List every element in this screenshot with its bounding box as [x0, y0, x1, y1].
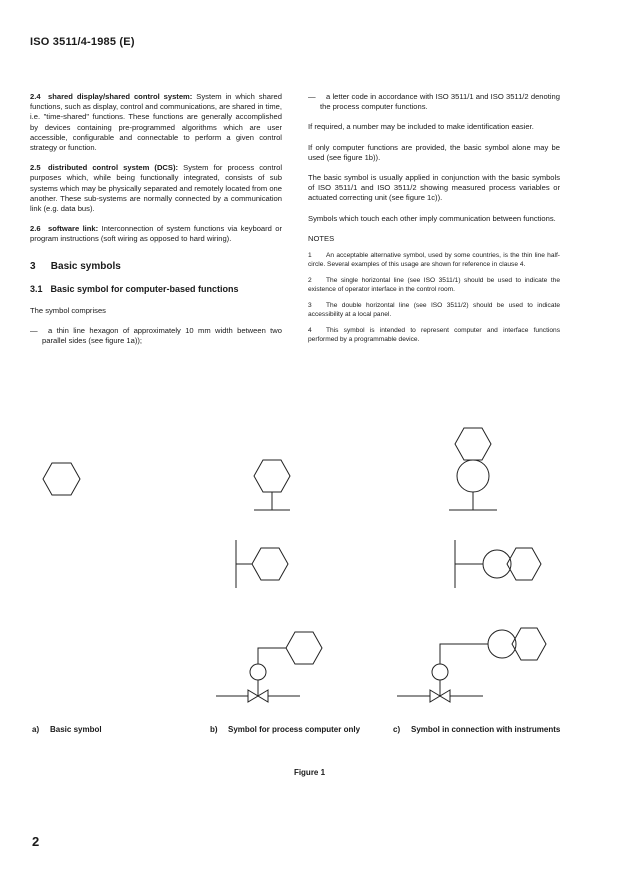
note-text: The single horizontal line (see ISO 3511/1) should be used to indicate the existence of operator interface in the control room.	[308, 276, 560, 293]
paragraph-required: If required, a number may be included to make identification easier.	[308, 122, 534, 132]
section-3-1-heading	[30, 284, 282, 294]
note-3	[308, 301, 560, 319]
note-number: 4	[308, 326, 312, 334]
instrument-circle	[250, 664, 266, 680]
note-number: 2	[308, 276, 312, 284]
definition-term: software link:	[48, 224, 99, 234]
note-4	[308, 326, 560, 344]
note-text: The double horizontal line (see ISO 3511/2) should be used to indicate accessibility at a local panel.	[308, 301, 560, 318]
definition-text: System in which shared functions, such as display, control and communications, are shared in time, i.e. "time-shared" functions. These functions are generally accomplished by devices containing pre-programmed algorithms which are user accessible, configurable and connectable to perform a given control strategy or function.	[30, 92, 282, 153]
right-column	[308, 92, 560, 351]
caption-letter: c)	[393, 725, 401, 734]
caption-text: Symbol for process computer only	[228, 725, 361, 734]
hexagon-shape	[252, 548, 288, 580]
caption-text: Basic symbol	[50, 725, 102, 734]
link-path	[440, 644, 488, 664]
page-header: ISO 3511/4-1985 (E)	[30, 36, 135, 48]
valve-right-triangle	[258, 690, 268, 702]
paragraph-touch: Symbols which touch each other imply communication between functions.	[308, 213, 556, 223]
hexagon-side-bar-symbol	[236, 540, 288, 588]
notes-heading: NOTES	[308, 233, 335, 243]
definition-2-6	[30, 224, 282, 244]
note-number: 1	[308, 251, 312, 259]
bar-circle-hexagon-symbol	[455, 540, 541, 588]
hexagon-shape	[455, 428, 491, 460]
bullet-dash: —	[30, 325, 38, 335]
left-column	[30, 92, 282, 356]
hexagon-shape	[286, 632, 322, 664]
hexagon-on-stem-symbol	[254, 460, 290, 510]
definition-text: System for process control purposes which, while being functionally integrated, consists of sub systems which may be physically separated and remotely located from one another. These sub-systems are normally connected by a communication link (e.g. data bus).	[30, 163, 282, 214]
definition-2-5	[30, 163, 282, 214]
subsection-title: Basic symbol for computer-based functions	[50, 283, 239, 294]
caption-letter: b)	[210, 725, 218, 734]
definition-text: Interconnection of system functions via keyboard or program instructions (soft wiring as opposed to hard wiring).	[30, 224, 282, 244]
valve-left-triangle	[430, 690, 440, 702]
clause-number: 2.4	[30, 92, 41, 101]
definition-term: distributed control system (DCS):	[48, 163, 179, 173]
hexagon-shape	[512, 628, 546, 660]
bullet-hexagon	[30, 326, 282, 346]
figure-1-drawing	[0, 410, 619, 740]
clause-number: 2.6	[30, 224, 41, 234]
paragraph-applied: The basic symbol is usually applied in conjunction with the basic symbols of ISO 3511/1 and ISO 3511/2 showing measured process variables or actuated correcting unit (see figure 1c)).	[308, 173, 560, 203]
comprises-text: The symbol comprises	[30, 305, 106, 315]
note-text: An acceptable alternative symbol, used by some countries, is the thin line half-circle. Several examples of this usage are shown for reference in clause 4.	[308, 251, 560, 268]
clause-number: 2.5	[30, 163, 41, 173]
instrument-circle	[457, 460, 489, 492]
instrument-circle-small	[432, 664, 448, 680]
basic-hexagon-symbol	[43, 463, 80, 495]
hexagon-shape	[507, 548, 541, 580]
hexagon-shape	[254, 460, 290, 492]
section-number: 3	[30, 260, 36, 272]
note-2	[308, 276, 560, 294]
bullet-letter-code	[308, 92, 560, 112]
bullet-text: a thin line hexagon of approximately 10 mm width between two parallel sides (see figure 1a));	[42, 325, 282, 346]
valve-circle-hexagon-symbol	[216, 632, 322, 702]
note-number: 3	[308, 301, 312, 309]
section-3-heading	[30, 261, 282, 272]
valve-left-triangle	[248, 690, 258, 702]
definition-2-4	[30, 92, 282, 153]
hexagon-over-circle-symbol	[449, 428, 497, 510]
caption-b	[210, 725, 370, 735]
caption-text: Symbol in connection with instruments	[411, 725, 561, 734]
figure-title: Figure 1	[293, 768, 326, 777]
caption-letter: a)	[32, 725, 40, 734]
caption-a	[32, 725, 182, 735]
subsection-number: 3.1	[30, 283, 43, 294]
section-title: Basic symbols	[50, 260, 121, 272]
page-number: 2	[32, 834, 40, 849]
definition-term: shared display/shared control system:	[48, 92, 193, 101]
paragraph-only: If only computer functions are provided, the basic symbol alone may be used (see figure 1b)).	[308, 142, 560, 162]
valve-connected-instruments-symbol	[397, 628, 546, 702]
bullet-text: a letter code in accordance with ISO 3511/1 and ISO 3511/2 denoting the process computer functions.	[320, 92, 560, 112]
note-1	[308, 251, 560, 269]
valve-right-triangle	[440, 690, 450, 702]
note-text: This symbol is intended to represent computer and interface functions performed by a programmable device.	[308, 326, 560, 343]
caption-c	[393, 725, 583, 735]
link-path	[258, 648, 286, 664]
bullet-dash: —	[308, 92, 316, 101]
